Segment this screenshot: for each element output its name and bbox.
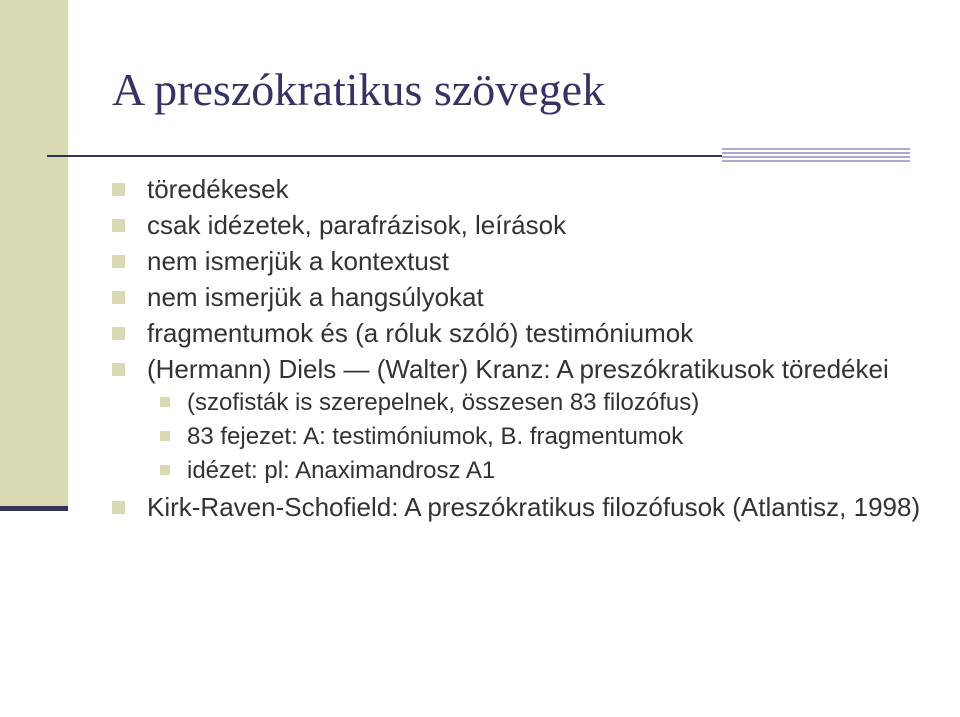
slide-title: A preszókratikus szövegek bbox=[112, 64, 606, 115]
sub-bullet-item: (szofisták is szerepelnek, összesen 83 filozófus) bbox=[112, 386, 942, 420]
sub-bullet-item: 83 fejezet: A: testimóniumok, B. fragmentumok bbox=[112, 420, 942, 454]
title-rule bbox=[47, 155, 722, 157]
title-rule-accent bbox=[722, 148, 910, 164]
bullet-item: nem ismerjük a kontextust bbox=[112, 245, 942, 278]
bullet-item: (Hermann) Diels — (Walter) Kranz: A preszókratikusok töredékei bbox=[112, 353, 942, 386]
left-decorative-band bbox=[0, 0, 68, 506]
bullet-list bbox=[112, 170, 942, 524]
sub-bullet-item: idézet: pl: Anaximandrosz A1 bbox=[112, 454, 942, 488]
bullet-item: töredékesek bbox=[112, 173, 942, 206]
bullet-item: fragmentumok és (a róluk szóló) testimóniumok bbox=[112, 317, 942, 350]
left-band-underline bbox=[0, 506, 68, 511]
bullet-item: csak idézetek, parafrázisok, leírások bbox=[112, 209, 942, 242]
bullet-item: nem ismerjük a hangsúlyokat bbox=[112, 281, 942, 314]
bullet-item: Kirk-Raven-Schofield: A preszókratikus filozófusok (Atlantisz, 1998) bbox=[112, 491, 942, 524]
